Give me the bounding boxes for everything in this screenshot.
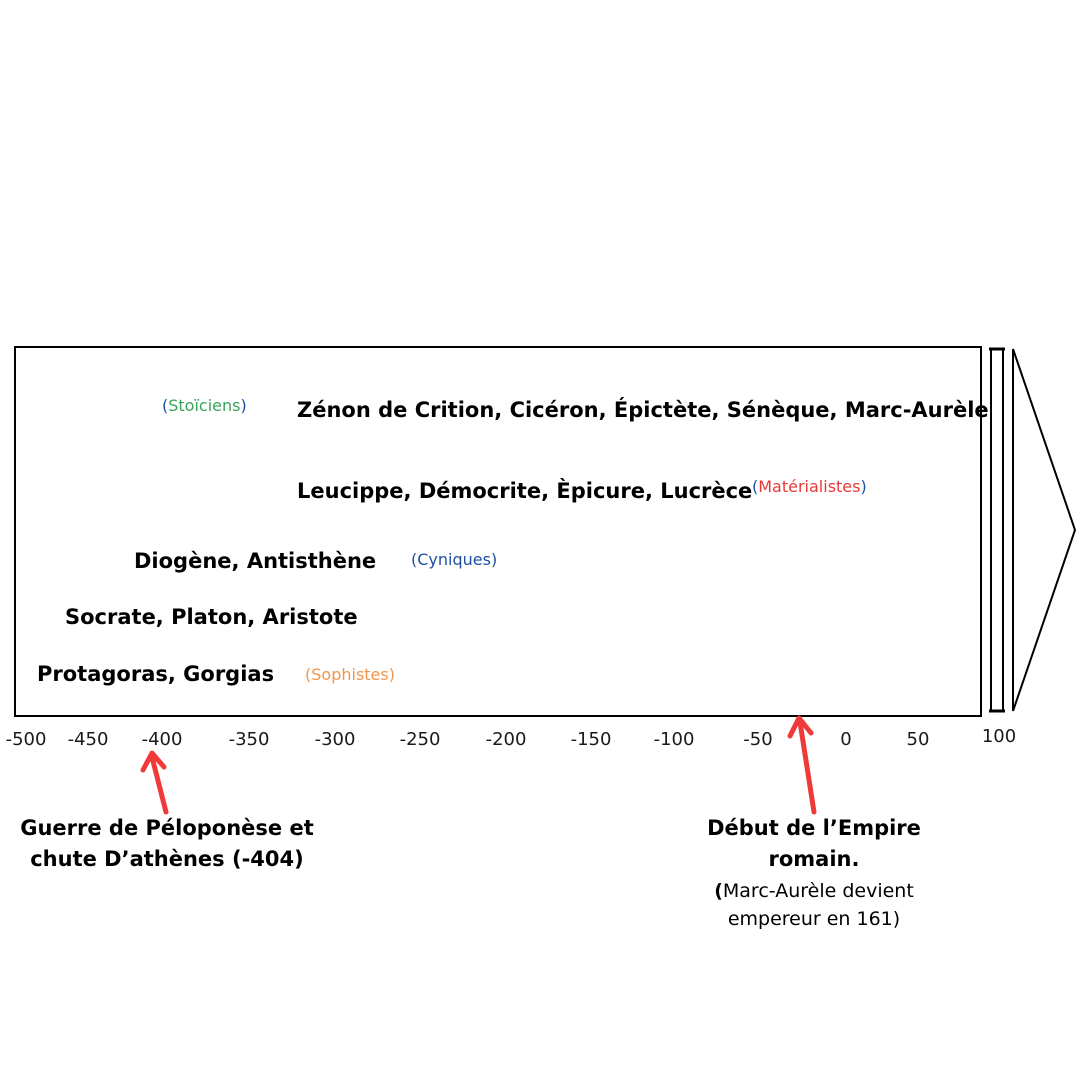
axis-tick: -100 [653, 729, 695, 750]
paren-close: ) [388, 665, 395, 684]
school-label-cyniques [411, 552, 497, 568]
philosophers-socratiques: Socrate, Platon, Aristote [65, 605, 358, 629]
event-arrow-left [143, 753, 166, 812]
axis-tick: -350 [228, 729, 270, 750]
timeline-arrowhead [1013, 349, 1075, 711]
axis-tick: -450 [67, 729, 109, 750]
event-title-line2: chute D’athènes (-404) [30, 847, 304, 871]
event-title-line1: Début de l’Empire [707, 816, 921, 840]
axis-tick: -50 [743, 729, 773, 750]
event-roman-empire [682, 813, 946, 933]
event-title-line1: Guerre de Péloponèse et [20, 816, 314, 840]
axis-tick: -400 [141, 729, 183, 750]
event-title-line2: romain. [768, 847, 860, 871]
paren-close: ) [490, 550, 498, 569]
school-label-materialistes [752, 479, 867, 495]
school-name: Sophistes [311, 665, 389, 684]
timeline-end-bar [991, 349, 1003, 711]
paren-open: ( [305, 665, 312, 684]
school-label-sophistes [305, 667, 395, 683]
paren-open: ( [162, 396, 169, 415]
philosophers-cyniques: Diogène, Antisthène [134, 549, 377, 573]
axis-tick: 0 [840, 729, 852, 750]
event-arrow-right [790, 718, 814, 812]
event-note-line2: empereur en 161) [727, 908, 901, 930]
school-label-stoiciens [162, 398, 247, 414]
philosophers-materialistes: Leucippe, Démocrite, Èpicure, Lucrèce [297, 479, 753, 503]
axis-tick: -150 [570, 729, 612, 750]
axis-tick: 100 [981, 726, 1017, 747]
event-note-paren: ( [714, 880, 723, 902]
axis-tick: -250 [399, 729, 441, 750]
school-name: Cyniques [417, 550, 491, 569]
axis-tick: -500 [5, 729, 47, 750]
school-name: Matérialistes [758, 477, 861, 496]
philosophers-stoiciens: Zénon de Crition, Cicéron, Épictète, Sénèque, Marc-Aurèle [297, 398, 989, 422]
paren-open: ( [411, 550, 418, 569]
event-peloponnese-war [16, 813, 318, 875]
event-note-line1: Marc-Aurèle devient [722, 880, 914, 902]
event-note [682, 877, 946, 933]
axis-tick: 50 [906, 729, 930, 750]
axis-tick: -200 [485, 729, 527, 750]
paren-open: ( [752, 477, 759, 496]
paren-close: ) [240, 396, 247, 415]
axis-tick: -300 [314, 729, 356, 750]
paren-close: ) [860, 477, 867, 496]
school-name: Stoïciens [168, 396, 241, 415]
philosophers-sophistes: Protagoras, Gorgias [37, 662, 275, 686]
